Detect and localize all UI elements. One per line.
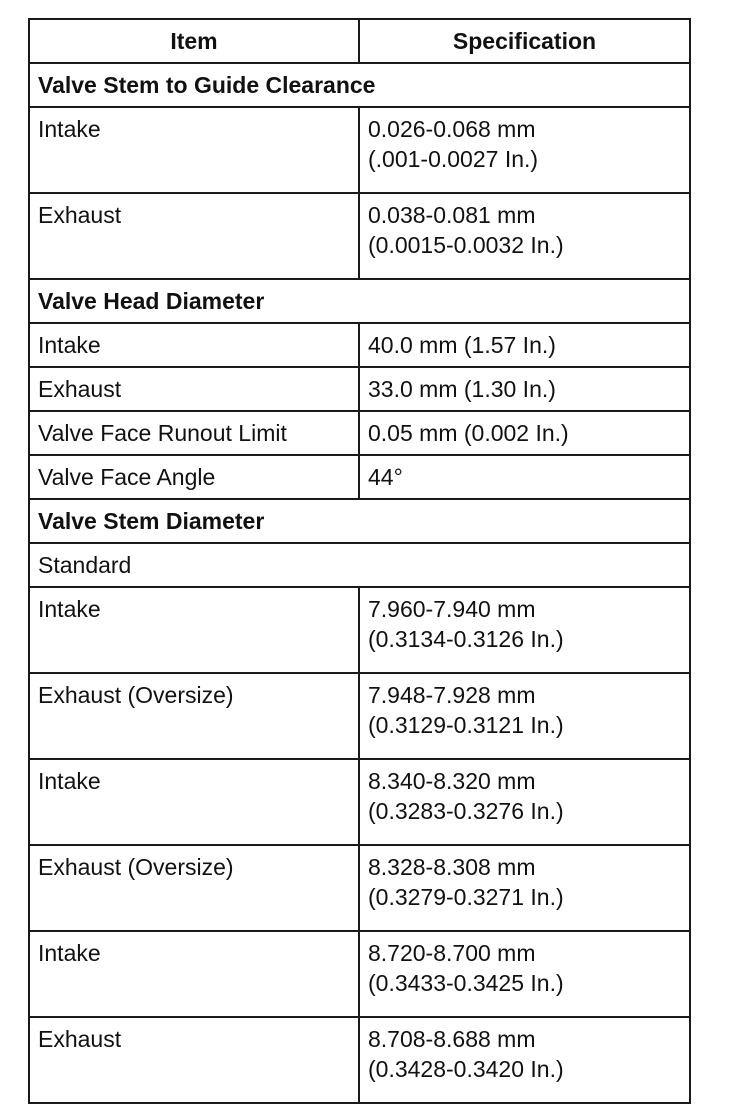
table-row [29, 673, 690, 759]
row-spec [359, 931, 690, 1017]
row-item: Exhaust [29, 367, 359, 411]
row-spec: 33.0 mm (1.30 In.) [359, 367, 690, 411]
spec-metric: 8.328-8.308 mm [368, 854, 536, 880]
header-specification: Specification [359, 19, 690, 63]
row-spec [359, 107, 690, 193]
row-item: Intake [29, 931, 359, 1017]
subsection-row [29, 543, 690, 587]
row-item: Exhaust (Oversize) [29, 845, 359, 931]
section-head-diameter: Valve Head Diameter [29, 279, 690, 323]
table-row [29, 931, 690, 1017]
table-header-row [29, 19, 690, 63]
row-item: Exhaust [29, 1017, 359, 1103]
row-item: Intake [29, 323, 359, 367]
spec-imperial: (0.3134-0.3126 In.) [368, 626, 564, 652]
table-row [29, 587, 690, 673]
valve-specification-table [28, 18, 691, 1104]
row-item: Exhaust (Oversize) [29, 673, 359, 759]
spec-metric: 0.038-0.081 mm [368, 202, 536, 228]
table-row [29, 107, 690, 193]
row-item: Intake [29, 759, 359, 845]
section-stem-diameter: Valve Stem Diameter [29, 499, 690, 543]
spec-imperial: (0.3279-0.3271 In.) [368, 884, 564, 910]
header-item: Item [29, 19, 359, 63]
row-item: Intake [29, 107, 359, 193]
spec-imperial: (0.3433-0.3425 In.) [368, 970, 564, 996]
table-row [29, 411, 690, 455]
table-row [29, 1017, 690, 1103]
row-item: Intake [29, 587, 359, 673]
row-spec [359, 193, 690, 279]
section-row [29, 63, 690, 107]
row-spec [359, 673, 690, 759]
table-row [29, 193, 690, 279]
spec-metric: 8.720-8.700 mm [368, 940, 536, 966]
row-spec: 0.05 mm (0.002 In.) [359, 411, 690, 455]
row-spec [359, 587, 690, 673]
table-row [29, 455, 690, 499]
spec-imperial: (0.3283-0.3276 In.) [368, 798, 564, 824]
table-row [29, 759, 690, 845]
row-spec [359, 845, 690, 931]
spec-imperial: (0.0015-0.0032 In.) [368, 232, 564, 258]
spec-imperial: (0.3428-0.3420 In.) [368, 1056, 564, 1082]
section-row [29, 499, 690, 543]
section-row [29, 279, 690, 323]
spec-metric: 7.960-7.940 mm [368, 596, 536, 622]
section-stem-guide-clearance: Valve Stem to Guide Clearance [29, 63, 690, 107]
spec-metric: 8.340-8.320 mm [368, 768, 536, 794]
table-row [29, 845, 690, 931]
spec-metric: 0.026-0.068 mm [368, 116, 536, 142]
table-row [29, 367, 690, 411]
spec-metric: 7.948-7.928 mm [368, 682, 536, 708]
row-spec: 44° [359, 455, 690, 499]
row-spec [359, 759, 690, 845]
row-item: Valve Face Angle [29, 455, 359, 499]
subsection-standard: Standard [29, 543, 690, 587]
row-spec: 40.0 mm (1.57 In.) [359, 323, 690, 367]
spec-imperial: (.001-0.0027 In.) [368, 146, 539, 172]
row-item: Exhaust [29, 193, 359, 279]
spec-metric: 8.708-8.688 mm [368, 1026, 536, 1052]
spec-imperial: (0.3129-0.3121 In.) [368, 712, 564, 738]
row-spec [359, 1017, 690, 1103]
table-row [29, 323, 690, 367]
row-item: Valve Face Runout Limit [29, 411, 359, 455]
